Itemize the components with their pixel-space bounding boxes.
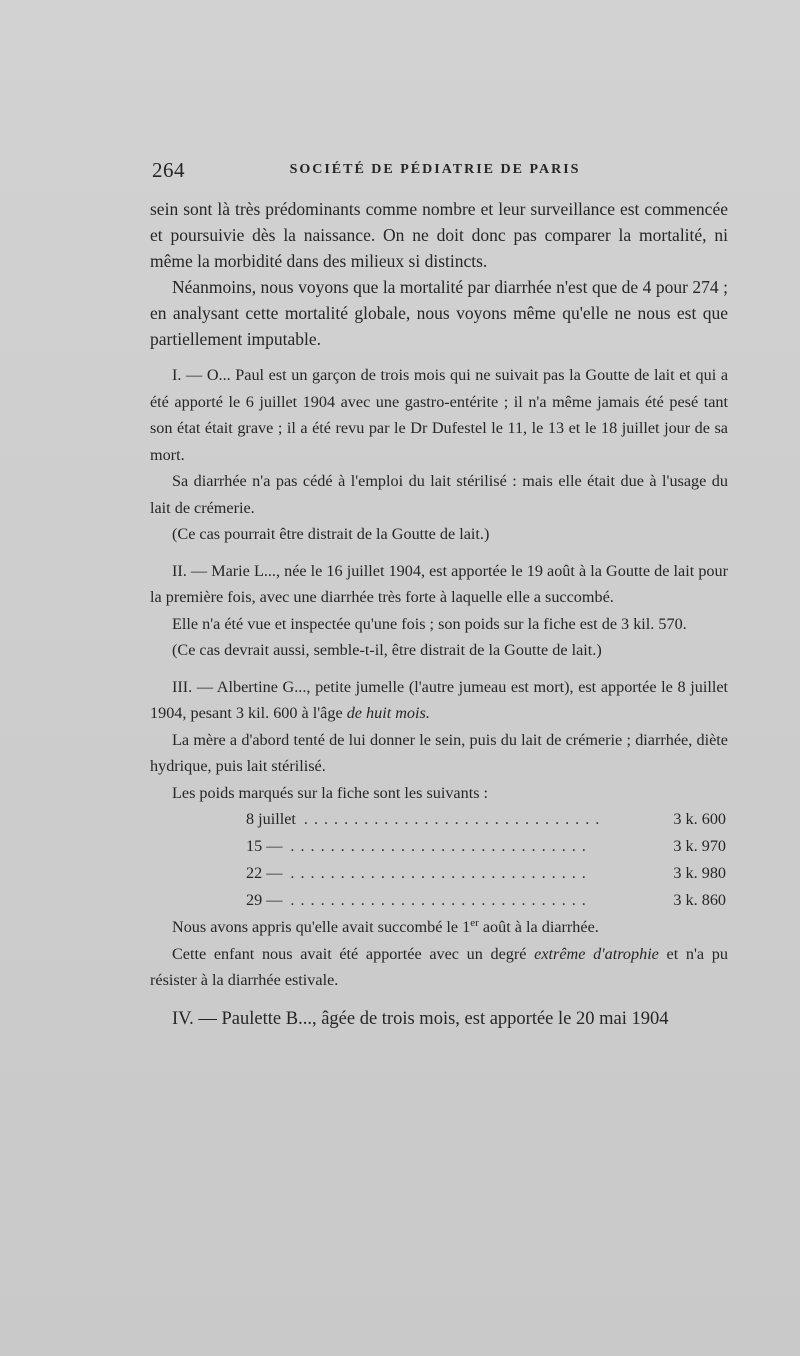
weights-value: 3 k. 860 — [673, 891, 726, 909]
leader-dots: .............................. — [303, 810, 606, 828]
case-1 — [150, 362, 728, 548]
case-3-paragraph-4 — [150, 914, 728, 941]
running-head: SOCIÉTÉ DE PÉDIATRIE DE PARIS — [289, 162, 581, 177]
weights-table — [246, 806, 726, 914]
case-3-paragraph-3: Les poids marqués sur la fiche sont les suivants : — [172, 783, 489, 802]
weights-value: 3 k. 970 — [673, 837, 726, 855]
case-3-p4-text: Nous avons appris qu'elle avait succombé le 1 — [172, 918, 471, 936]
case-3 — [150, 674, 728, 994]
case-1-paragraph-1: I. — O... Paul est un garçon de trois mois qui ne suivait pas la Goutte de lait et qui a été apporté le 6 juillet 1904 avec une gastro-entérite ; il n'a même jamais été pesé tant son état était grave ; il a été revu par le Dr Dufestel le 11, le 13 et le 18 juillet jour de sa mort. — [150, 366, 728, 464]
case-3-paragraph-1 — [150, 674, 728, 727]
weights-row — [246, 887, 726, 914]
weights-row — [246, 833, 726, 860]
weights-date: 8 juillet — [246, 810, 296, 828]
case-3-p4-end: août à la diarrhée. — [478, 918, 599, 936]
page-body — [150, 196, 728, 1032]
case-2-paragraph-1: II. — Marie L..., née le 16 juillet 1904, est apportée le 19 août à la Goutte de lait pour la première fois, avec une diarrhée très forte à laquelle elle a succombé. — [150, 561, 728, 606]
weights-value: 3 k. 980 — [673, 864, 726, 882]
case-3-paragraph-2: La mère a d'abord tenté de lui donner le sein, puis du lait de crémerie ; diarrhée, diète hydrique, puis lait stérilisé. — [150, 730, 728, 775]
page-number: 264 — [152, 158, 185, 182]
case-3-p1-text: III. — Albertine G..., petite jumelle (l'autre jumeau est mort), est apportée le 8 juillet 1904, pesant 3 kil. 600 à l'âge — [150, 677, 728, 722]
intro-paragraph-2: Néanmoins, nous voyons que la mortalité par diarrhée n'est que de 4 pour 274 ; en analysant cette mortalité globale, nous voyons même qu'elle ne nous est que partiellement imputable. — [150, 277, 728, 349]
weights-row — [246, 806, 726, 833]
case-3-p1-italic: de huit mois. — [346, 704, 430, 722]
case-3-p4-superscript: er — [470, 917, 479, 929]
leader-dots: .............................. — [290, 891, 592, 909]
weights-row — [246, 860, 726, 887]
case-3-paragraph-5 — [150, 941, 728, 994]
case-3-p5-end: et n'a pu résister à la diarrhée estivale. — [150, 944, 728, 989]
case-4-paragraph-1: IV. — Paulette B..., âgée de trois mois, est apportée le 20 mai 1904 — [172, 1008, 669, 1029]
weights-date: 22 — — [246, 864, 283, 882]
case-2-paragraph-3: (Ce cas devrait aussi, semble-t-il, être distrait de la Goutte de lait.) — [172, 641, 602, 659]
case-2 — [150, 558, 728, 664]
case-3-p5-text: Cette enfant nous avait été apportée avec un degré — [172, 944, 535, 963]
weights-date: 15 — — [246, 837, 283, 855]
case-1-paragraph-2: Sa diarrhée n'a pas cédé à l'emploi du lait stérilisé : mais elle était due à l'usage du lait de crémerie. — [150, 472, 728, 517]
page-header — [152, 158, 718, 184]
case-3-p5-italic: extrême d'atrophie — [534, 944, 659, 963]
leader-dots: .............................. — [290, 837, 592, 855]
weights-date: 29 — — [246, 891, 283, 909]
case-1-paragraph-3: (Ce cas pourrait être distrait de la Goutte de lait.) — [172, 525, 490, 543]
weights-value: 3 k. 600 — [673, 810, 726, 828]
case-2-paragraph-2: Elle n'a été vue et inspectée qu'une fois ; son poids sur la fiche est de 3 kil. 570. — [172, 614, 687, 633]
leader-dots: .............................. — [290, 864, 592, 882]
intro-paragraph-1: sein sont là très prédominants comme nombre et leur surveillance est commencée et poursuivie dès la naissance. On ne doit donc pas comparer la mortalité, ni même la morbidité dans des milieux si distincts. — [150, 199, 728, 271]
